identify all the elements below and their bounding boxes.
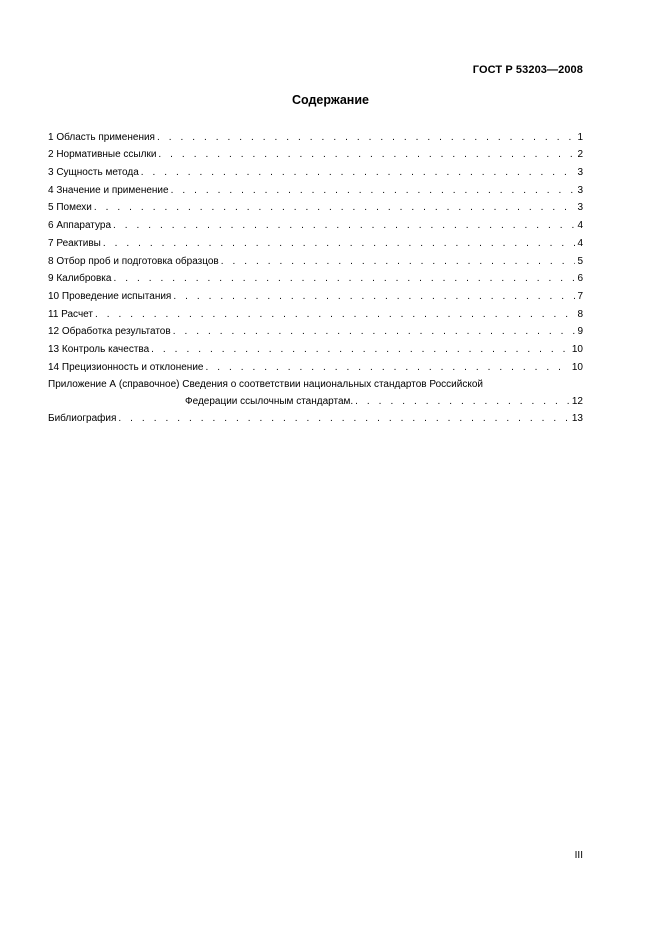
toc-entry-page: 13 [571, 413, 583, 425]
toc-entry-page: 3 [577, 202, 583, 214]
dot-leader [355, 395, 570, 408]
toc-entry[interactable] [48, 303, 583, 321]
toc-entry-page: 5 [577, 255, 583, 267]
toc-entry-label: 1 Область применения [48, 131, 155, 143]
toc-entry-label: 9 Калибровка [48, 273, 112, 285]
dot-leader [95, 309, 575, 321]
toc-entry-label: Библиография [48, 413, 117, 425]
toc-entry-label: 11 Расчет [48, 308, 93, 320]
dot-leader [151, 344, 570, 356]
dot-leader [157, 132, 575, 144]
toc-entry[interactable] [48, 197, 583, 215]
toc-entry[interactable] [48, 250, 583, 268]
dot-leader [158, 149, 575, 161]
toc-entry[interactable] [48, 356, 583, 374]
toc-entry[interactable] [48, 161, 583, 179]
appendix-line-1: Приложение А (справочное) Сведения о соответствии национальных стандартов Российской [48, 378, 483, 390]
toc-entry-page: 12 [571, 395, 583, 407]
dot-leader [173, 326, 576, 338]
toc-entry-label: 13 Контроль качества [48, 343, 150, 355]
toc-entry[interactable] [48, 214, 583, 232]
toc-entry-label: 5 Помехи [48, 202, 92, 214]
table-of-contents [48, 126, 583, 425]
toc-entry-label: 2 Нормативные ссылки [48, 149, 157, 161]
toc-entry-label: 6 Аппаратура [48, 220, 112, 232]
toc-entry-page: 4 [577, 237, 583, 249]
document-code: ГОСТ Р 53203—2008 [472, 64, 583, 76]
toc-entry-page: 10 [571, 361, 583, 373]
appendix-line-2: Федерации ссылочным стандартам. [185, 395, 354, 407]
toc-entry[interactable] [48, 338, 583, 356]
dot-leader [171, 185, 576, 197]
appendix-line-2-row [48, 391, 583, 408]
dot-leader [103, 238, 576, 250]
toc-entry-page: 1 [577, 131, 583, 143]
dot-leader [118, 413, 569, 425]
toc-entry-page: 3 [577, 167, 583, 179]
toc-entry[interactable] [48, 321, 583, 339]
toc-entry-page: 10 [571, 343, 583, 355]
dot-leader [113, 220, 575, 232]
toc-entry-page: 6 [577, 273, 583, 285]
toc-entry-label: 12 Обработка результатов [48, 326, 171, 338]
toc-entry-label: 4 Значение и применение [48, 184, 169, 196]
dot-leader [113, 273, 575, 285]
toc-entry-label: 7 Реактивы [48, 237, 101, 249]
toc-entry-page: 8 [577, 308, 583, 320]
toc-entry[interactable] [48, 268, 583, 286]
toc-entry[interactable] [48, 126, 583, 144]
toc-entry-appendix[interactable] [48, 378, 583, 408]
toc-entry[interactable] [48, 179, 583, 197]
toc-entry-page: 2 [577, 149, 583, 161]
toc-entry[interactable] [48, 285, 583, 303]
dot-leader [221, 256, 576, 268]
toc-entry-label: 8 Отбор проб и подготовка образцов [48, 255, 219, 267]
toc-entry-label: 3 Сущность метода [48, 167, 139, 179]
toc-entry-bibliography[interactable] [48, 408, 583, 426]
toc-entry-label: 10 Проведение испытания [48, 290, 172, 302]
toc-entry-page: 4 [577, 220, 583, 232]
dot-leader [173, 291, 575, 303]
dot-leader [94, 202, 576, 214]
dot-leader [141, 167, 576, 179]
toc-entry-page: 9 [577, 326, 583, 338]
dot-leader [205, 362, 569, 374]
page-number: III [574, 850, 583, 861]
toc-entry[interactable] [48, 144, 583, 162]
page-title: Содержание [291, 93, 369, 107]
toc-entry-label: 14 Прецизионность и отклонение [48, 361, 204, 373]
toc-entry-page: 7 [577, 290, 583, 302]
toc-entry-page: 3 [577, 184, 583, 196]
toc-entry[interactable] [48, 232, 583, 250]
